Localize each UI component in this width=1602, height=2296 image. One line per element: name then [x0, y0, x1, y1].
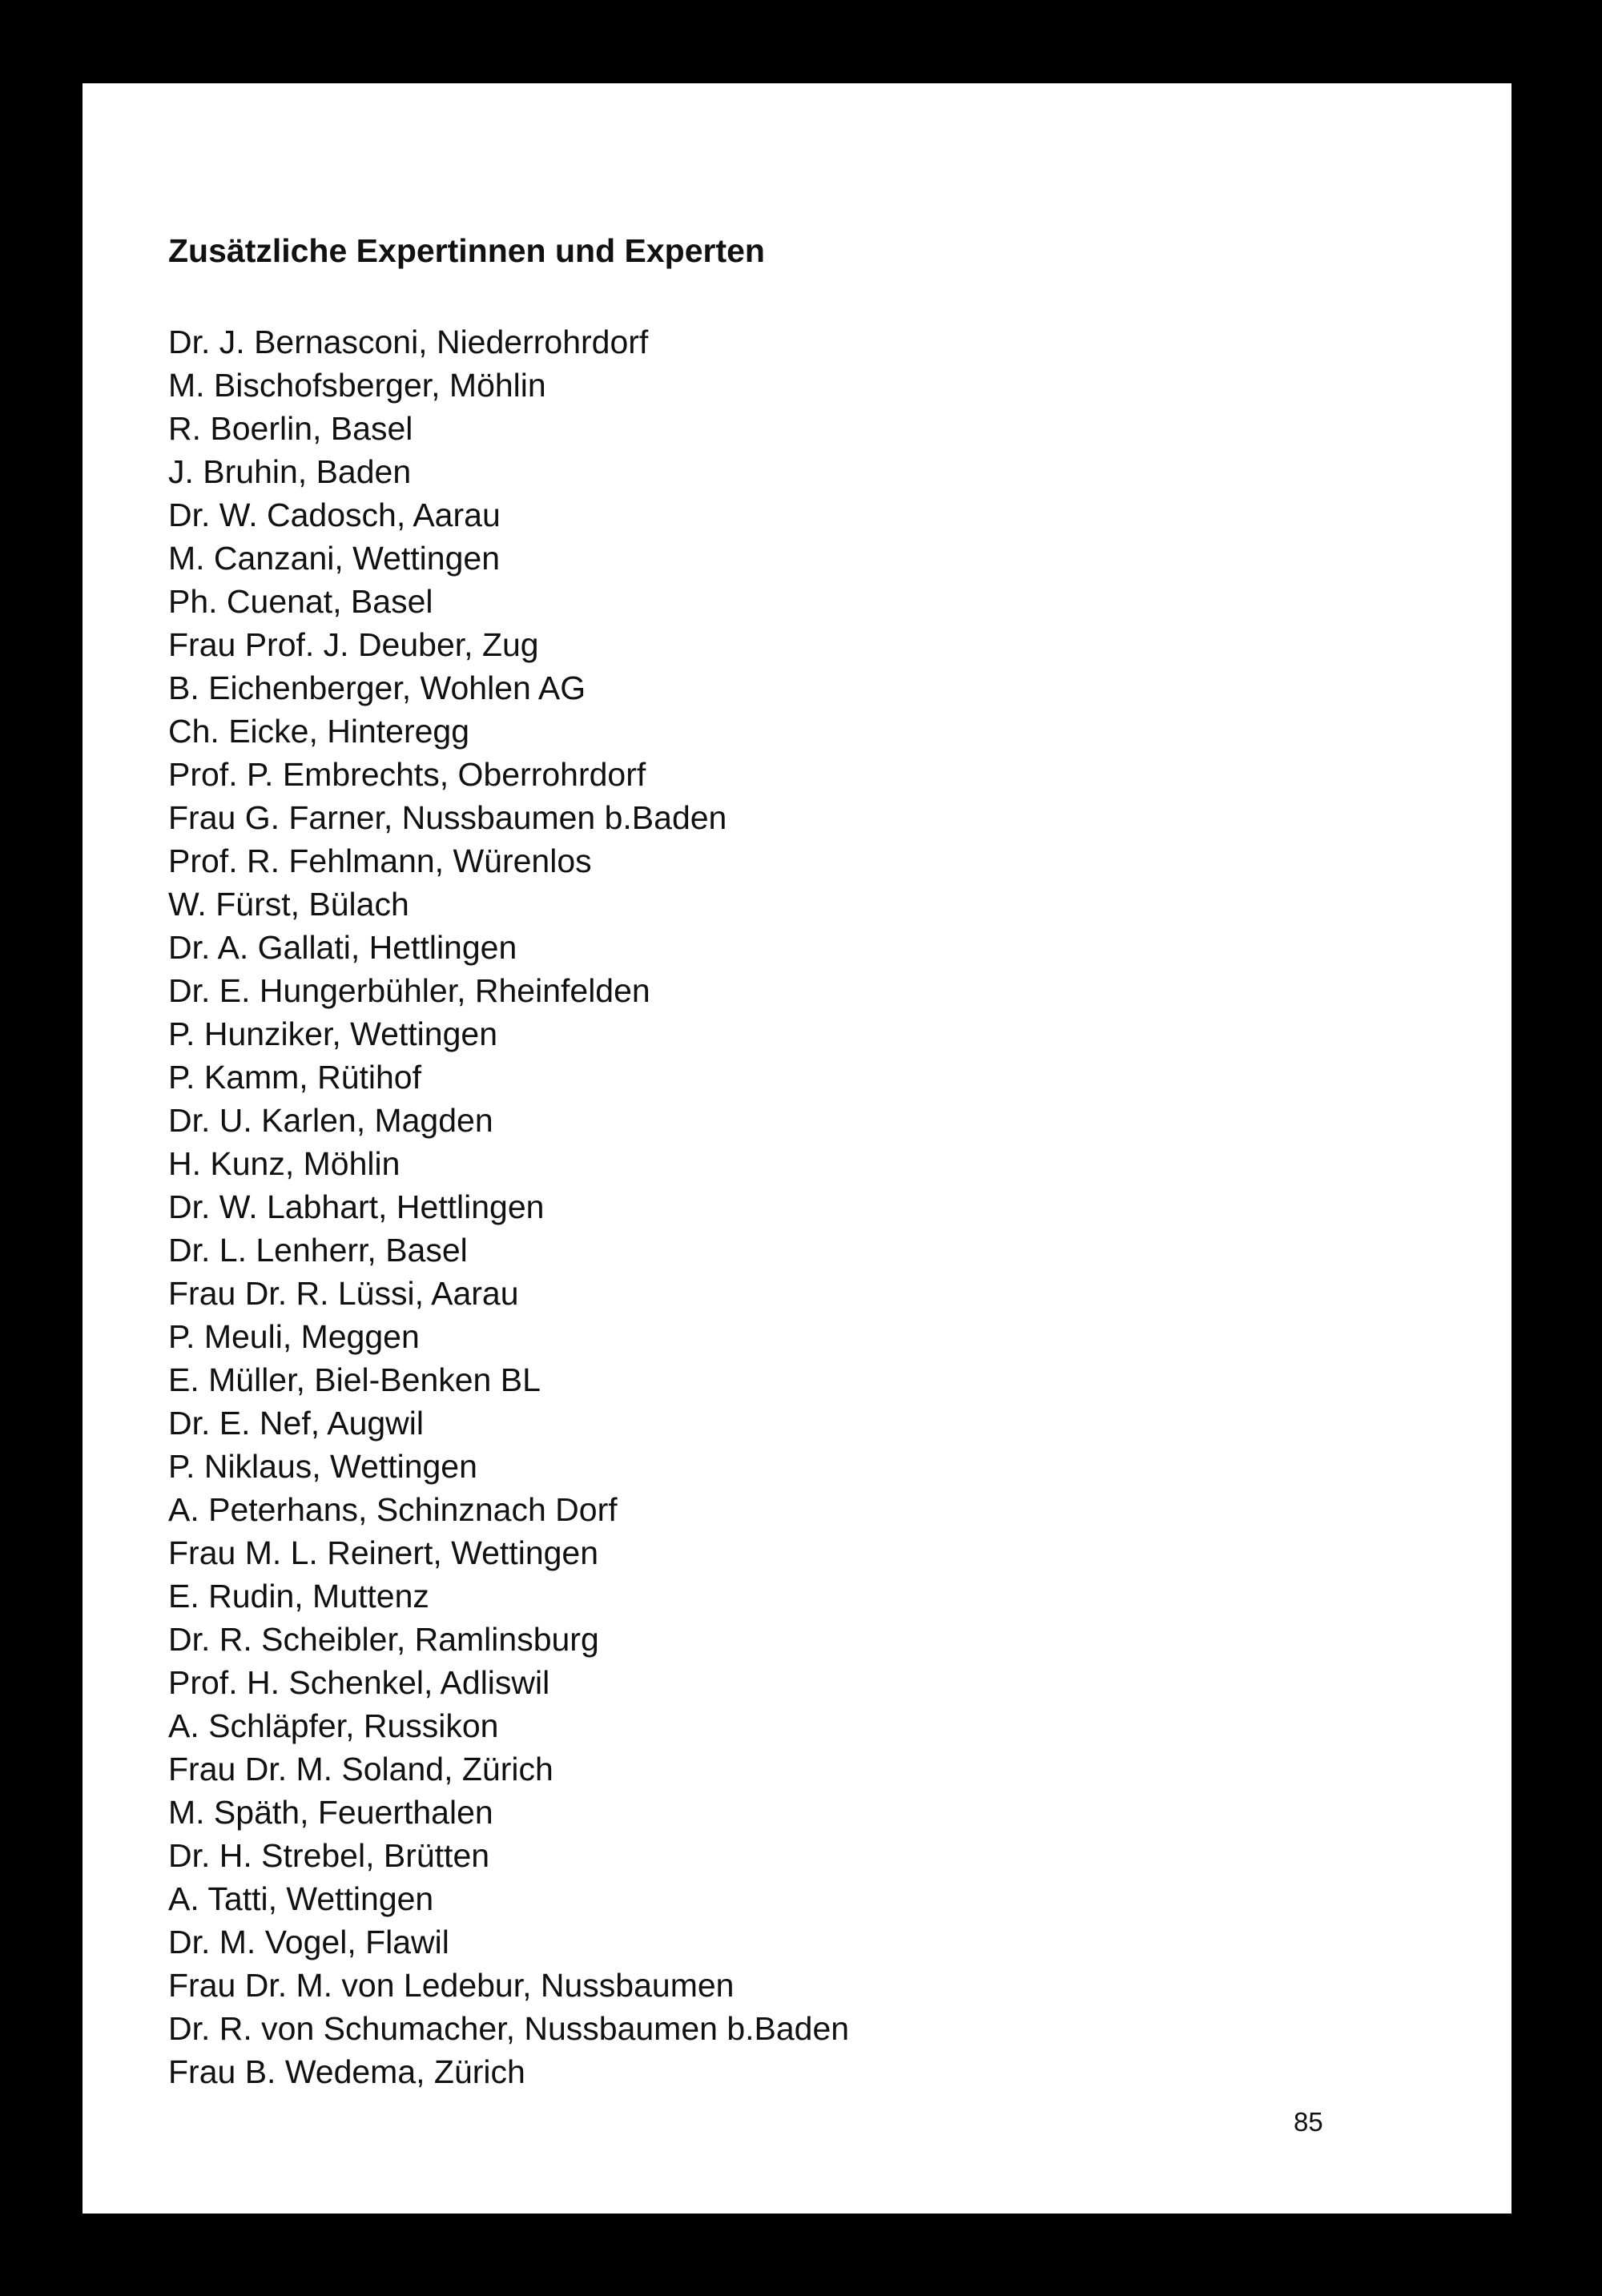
expert-entry: A. Tatti, Wettingen: [168, 1880, 434, 1917]
expert-entry: A. Schläpfer, Russikon: [168, 1707, 499, 1744]
expert-entry: P. Meuli, Meggen: [168, 1318, 420, 1355]
expert-list: [168, 320, 849, 2093]
expert-entry: Frau Dr. M. Soland, Zürich: [168, 1751, 553, 1787]
expert-entry: Dr. R. von Schumacher, Nussbaumen b.Baden: [168, 2010, 850, 2047]
expert-entry: E. Rudin, Muttenz: [168, 1578, 429, 1614]
expert-entry: E. Müller, Biel-Benken BL: [168, 1361, 541, 1398]
expert-entry: Dr. A. Gallati, Hettlingen: [168, 929, 517, 966]
expert-entry: H. Kunz, Möhlin: [168, 1145, 400, 1182]
expert-entry: Prof. H. Schenkel, Adliswil: [168, 1664, 550, 1701]
expert-entry: Dr. W. Labhart, Hettlingen: [168, 1188, 545, 1225]
expert-entry: Dr. W. Cadosch, Aarau: [168, 497, 501, 533]
expert-entry: B. Eichenberger, Wohlen AG: [168, 669, 586, 706]
expert-entry: J. Bruhin, Baden: [168, 453, 412, 490]
expert-entry: Frau Dr. M. von Ledebur, Nussbaumen: [168, 1967, 735, 2004]
expert-entry: Dr. L. Lenherr, Basel: [168, 1232, 468, 1269]
expert-entry: Prof. R. Fehlmann, Würenlos: [168, 842, 592, 879]
expert-entry: M. Späth, Feuerthalen: [168, 1794, 493, 1831]
expert-entry: Dr. R. Scheibler, Ramlinsburg: [168, 1621, 599, 1658]
expert-entry: Dr. M. Vogel, Flawil: [168, 1924, 449, 1960]
page-heading: Zusätzliche Expertinnen und Experten: [168, 232, 765, 269]
expert-entry: Ph. Cuenat, Basel: [168, 583, 433, 620]
expert-entry: Frau G. Farner, Nussbaumen b.Baden: [168, 799, 727, 836]
expert-entry: P. Kamm, Rütihof: [168, 1059, 421, 1096]
expert-entry: Dr. E. Nef, Augwil: [168, 1405, 425, 1442]
expert-entry: Dr. J. Bernasconi, Niederrohrdorf: [168, 324, 649, 360]
expert-entry: Dr. U. Karlen, Magden: [168, 1102, 493, 1139]
expert-entry: W. Fürst, Bülach: [168, 886, 409, 923]
expert-entry: Prof. P. Embrechts, Oberrohrdorf: [168, 756, 646, 793]
expert-entry: Ch. Eicke, Hinteregg: [168, 713, 470, 750]
document-page: [83, 83, 1511, 2214]
expert-entry: Dr. H. Strebel, Brütten: [168, 1837, 490, 1874]
page-number: 85: [1294, 2107, 1323, 2137]
expert-entry: Dr. E. Hungerbühler, Rheinfelden: [168, 972, 650, 1009]
expert-entry: M. Canzani, Wettingen: [168, 540, 501, 577]
expert-entry: Frau M. L. Reinert, Wettingen: [168, 1534, 599, 1571]
expert-entry: P. Niklaus, Wettingen: [168, 1448, 477, 1485]
expert-entry: A. Peterhans, Schinznach Dorf: [168, 1491, 618, 1528]
expert-entry: Frau Dr. R. Lüssi, Aarau: [168, 1275, 519, 1312]
expert-entry: Frau B. Wedema, Zürich: [168, 2053, 525, 2090]
expert-entry: Frau Prof. J. Deuber, Zug: [168, 626, 539, 663]
expert-entry: M. Bischofsberger, Möhlin: [168, 367, 546, 404]
expert-entry: P. Hunziker, Wettingen: [168, 1015, 498, 1052]
expert-entry: R. Boerlin, Basel: [168, 410, 413, 447]
